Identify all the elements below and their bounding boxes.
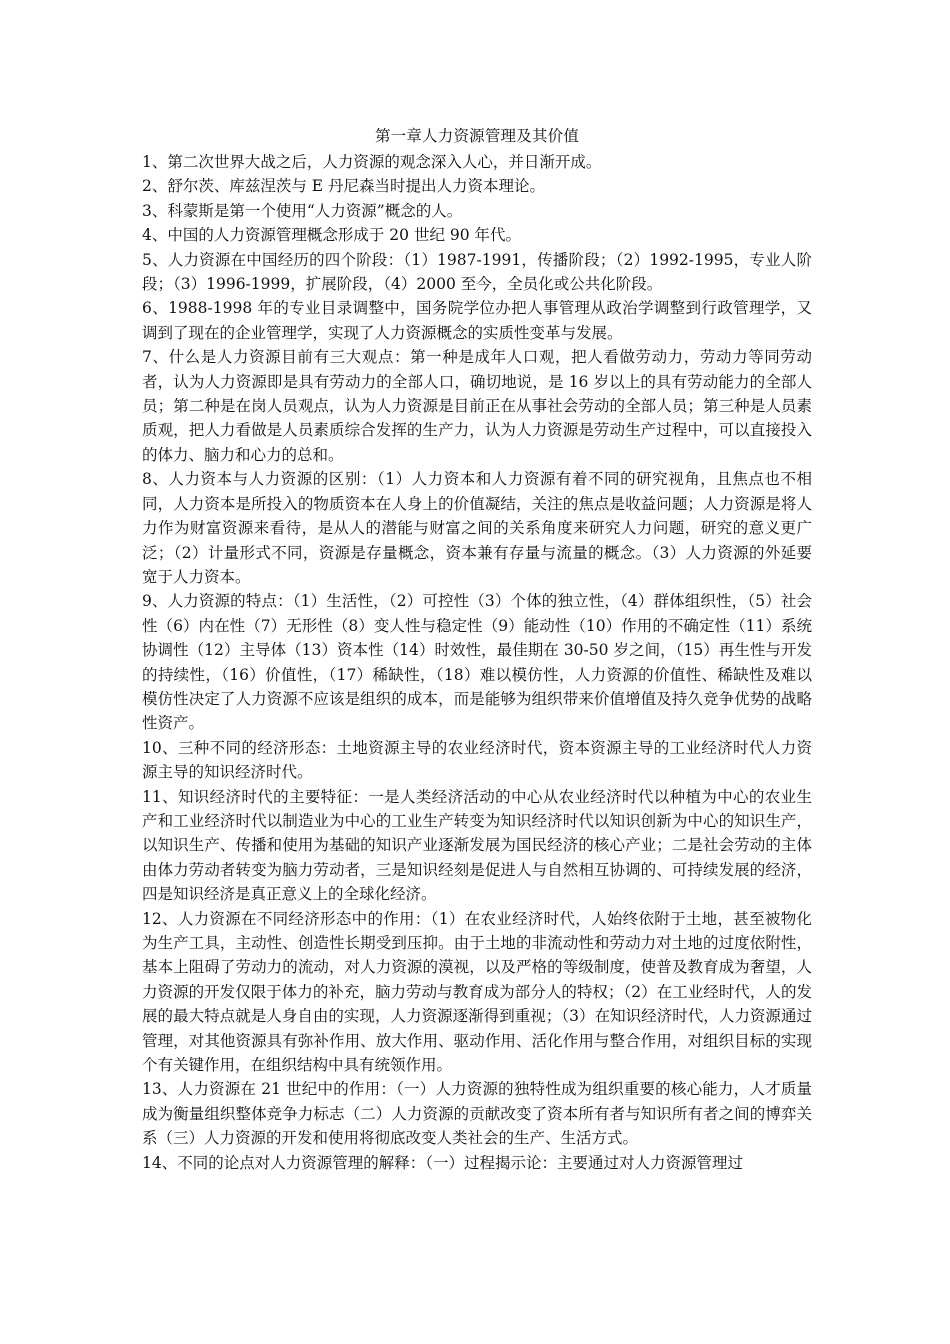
paragraph-2: 2、舒尔茨、库兹涅茨与 E 丹尼森当时提出人力资本理论。 [142, 177, 546, 196]
paragraph-11: 11、知识经济时代的主要特征：一是人类经济活动的中心从农业经济时代以种植为中心的农业生产和工业经济时代以制造业为中心的工业生产转变为知识经济时代以知识创新为中心的知识生产，以知识生产、传播和使用为基础的知识产业逐渐发展为国民经济的核心产业；二是社会劳动的主体由体力劳动者转变为脑力劳动者，三是知识经刻是促进人与自然相互协调的、可持续发展的经济，四是知识经济是真正意义上的全球化经济。 [142, 787, 812, 904]
paragraph-6: 6、1988-1998 年的专业目录调整中，国务院学位办把人事管理从政治学调整到行政管理学，又调到了现在的企业管理学，实现了人力资源概念的实质性变革与发展。 [142, 299, 812, 342]
paragraph-8: 8、人力资本与人力资源的区别：（1）人力资本和人力资源有着不同的研究视角，且焦点也不相同，人力资本是所投入的物质资本在人身上的价值凝结，关注的焦点是收益问题；人力资源是将人力作为财富资源来看待，是从人的潜能与财富之间的关系角度来研究人力问题，研究的意义更广泛；（2）计量形式不同，资源是存量概念，资本兼有存量与流量的概念。（3）人力资源的外延要宽于人力资本。 [142, 470, 812, 586]
paragraph-14: 14、不同的论点对人力资源管理的解释：（一）过程揭示论：主要通过对人力资源管理过 [142, 1153, 743, 1172]
paragraph-12: 12、人力资源在不同经济形态中的作用：（1）在农业经济时代，人始终依附于土地，甚至被物化为生产工具，主动性、创造性长期受到压抑。由于土地的非流动性和劳动力对土地的过度依附性，基本上阻碍了劳动力的流动，对人力资源的漠视，以及严格的等级制度，使普及教育成为奢望，人力资源的开发仅限于体力的补充，脑力劳动与教育成为部分人的特权；（2）在工业经时代，人的发展的最大特点就是人身自由的实现，人力资源逐渐得到重视；（3）在知识经济时代，人力资源通过管理，对其他资源具有弥补作用、放大作用、驱动作用、活化作用与整合作用，对组织目标的实现个有关键作用，在组织结构中具有统领作用。 [142, 909, 812, 1075]
paragraph-5: 5、人力资源在中国经历的四个阶段：（1）1987-1991，传播阶段；（2）1992-1995，专业人阶段；（3）1996-1999，扩展阶段，（4）2000 至今，全员化或公共化阶段。 [142, 250, 812, 294]
document-title: 第一章人力资源管理及其价值 [374, 127, 580, 145]
document-page [142, 124, 812, 1175]
paragraph-10: 10、三种不同的经济形态：土地资源主导的农业经济时代，资本资源主导的工业经济时代人力资源主导的知识经济时代。 [142, 738, 812, 782]
paragraph-1: 1、第二次世界大战之后，人力资源的观念深入人心，并日渐开成。 [142, 153, 602, 171]
paragraph-4: 4、中国的人力资源管理概念形成于 20 世纪 90 年代。 [142, 226, 522, 245]
paragraph-13: 13、人力资源在 21 世纪中的作用：（一）人力资源的独特性成为组织重要的核心能力，人才质量成为衡量组织整体竞争力标志（二）人力资源的贡献改变了资本所有者与知识所有者之间的博弈关系（三）人力资源的开发和使用将彻底改变人类社会的生产、生活方式。 [142, 1080, 812, 1148]
paragraph-3: 3、科蒙斯是第一个使用“人力资源”概念的人。 [142, 201, 463, 220]
paragraph-7: 7、什么是人力资源目前有三大观点：第一种是成年人口观，把人看做劳动力，劳动力等同劳动者，认为人力资源即是具有劳动力的全部人口，确切地说，是 16 岁以上的具有劳动能力的全部人员；第二种是在岗人员观点，认为人力资源是目前正在从事社会劳动的全部人员；第三种是人员素质观，把人力看做是人员素质综合发挥的生产力，认为人力资源是劳动生产过程中，可以直接投入的体力、脑力和心力的总和。 [142, 348, 812, 464]
paragraph-9: 9、人力资源的特点：（1）生活性，（2）可控性（3）个体的独立性，（4）群体组织性，（5）社会性（6）内在性（7）无形性（8）变人性与稳定性（9）能动性（10）作用的不确定性（11）系统协调性（12）主导体（13）资本性（14）时效性，最佳期在 30-50 岁之间，（15）再生性与开发的持续性，（16）价值性，（17）稀缺性，（18）难以模仿性，人力资源的价值性、稀缺性及难以模仿性决定了人力资源不应该是组织的成本，而是能够为组织带来价值增值及持久竞争优势的战略性资产。 [142, 592, 812, 733]
